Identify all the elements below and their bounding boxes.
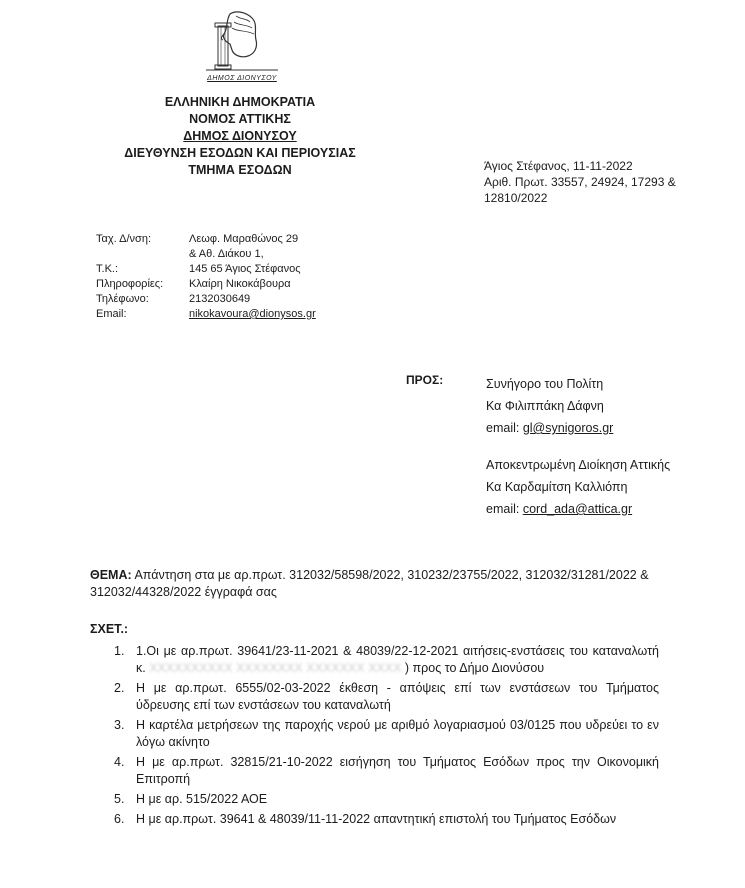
recipient-2-org: Αποκεντρωμένη Διοίκηση Αττικής [486, 458, 671, 472]
references-list [114, 643, 659, 831]
reference-number: 6. [114, 812, 125, 826]
recipient-2-email-label: email: [486, 502, 523, 516]
recipient-1-name: Κα Φιλιππάκη Δάφνη [486, 399, 604, 413]
recipient-attica [486, 454, 670, 520]
letterhead-line-department: ΤΜΗΜΑ ΕΣΟΔΩΝ [188, 163, 292, 177]
letterhead-line-directorate: ΔΙΕΥΘΥΝΣΗ ΕΣΟΔΩΝ ΚΑΙ ΠΕΡΙΟΥΣΙΑΣ [124, 146, 356, 160]
protocol-line-2: 12810/2022 [484, 191, 548, 205]
phone-value: 2132030649 [189, 293, 251, 305]
contact-email-link[interactable]: nikokavoura@dionysos.gr [189, 308, 316, 320]
reference-number: 2. [114, 681, 125, 695]
recipient-ombudsman [486, 373, 670, 439]
info-label: Πληροφορίες: [96, 278, 164, 290]
subject-text: Απάντηση στα με αρ.πρωτ. 312032/58598/2022, 310232/23755/2022, 312032/31281/2022 & 312032/44328/2022 έγγραφά σας [90, 568, 649, 599]
reference-text: Η καρτέλα μετρήσεων της παροχής νερού με αριθμό λογαριασμού 03/0125 που υδρεύει το εν λόγω ακίνητο [136, 718, 659, 749]
redacted-name: ΧΧΧΧΧΧΧΧΧΧ ΧΧΧΧΧΧΧΧ ΧΧΧΧΧΧΧ ΧΧΧΧ [149, 661, 402, 675]
recipients [486, 373, 670, 535]
recipients-label: ΠΡΟΣ: [406, 373, 444, 387]
reference-text: Η με αρ. 515/2022 ΑΟΕ [136, 792, 268, 806]
reference-number: 3. [114, 718, 125, 732]
municipality-logo [196, 6, 288, 84]
phone-label: Τηλέφωνο: [96, 293, 149, 305]
date-protocol-block [484, 158, 724, 206]
reference-item [114, 643, 659, 677]
recipient-2-name: Κα Καρδαμίτση Καλλιόπη [486, 480, 628, 494]
letterhead [100, 94, 380, 179]
reference-item [114, 717, 659, 751]
recipient-1-email-link[interactable]: gl@synigoros.gr [522, 421, 614, 435]
reference-text: Η με αρ.πρωτ. 32815/21-10-2022 εισήγηση του Τμήματος Εσόδων προς την Οικονομική Επιτροπή [136, 755, 659, 786]
reference-text-cont: ) προς το Δήμο Διονύσου [404, 661, 545, 675]
postcode-value: 145 65 Άγιος Στέφανος [189, 263, 301, 275]
reference-text: 1.Οι με αρ.πρωτ. 39641/23-11-2021 & 48039/22-12-2021 αιτήσεις-ενστάσεις του καταναλωτή κ. [136, 644, 659, 675]
protocol-line-1: Αριθ. Πρωτ. 33557, 24924, 17293 & [484, 175, 676, 189]
info-value: Κλαίρη Νικοκάβουρα [189, 278, 291, 290]
recipient-1-email-label: email: [486, 421, 523, 435]
subject-label: ΘΕΜΑ: [90, 568, 132, 582]
letterhead-line-prefecture: ΝΟΜΟΣ ΑΤΤΙΚΗΣ [189, 112, 291, 126]
letterhead-line-republic: ΕΛΛΗΝΙΚΗ ΔΗΜΟΚΡΑΤΙΑ [164, 95, 316, 109]
reference-item [114, 754, 659, 788]
logo-caption: ΔΗΜΟΣ ΔΙΟΝΥΣΟΥ [207, 75, 277, 82]
reference-number: 5. [114, 792, 125, 806]
postcode-label: Τ.Κ.: [96, 263, 119, 275]
reference-text: Η με αρ.πρωτ. 6555/02-03-2022 έκθεση - απόψεις επί των ενστάσεων του Τμήματος ύδρευσης επί των ενστάσεων του καταναλωτή [136, 681, 659, 712]
recipient-2-email-link[interactable]: cord_ada@attica.gr [522, 502, 633, 516]
reference-text: Η με αρ.πρωτ. 39641 & 48039/11-11-2022 απαντητική επιστολή του Τμήματος Εσόδων [136, 812, 617, 826]
reference-number: 4. [114, 755, 125, 769]
reference-item [114, 791, 659, 808]
email-label: Email: [96, 308, 127, 320]
recipient-1-org: Συνήγορο του Πολίτη [486, 377, 604, 391]
reference-number: 1. [114, 644, 125, 658]
address-line-1: Λεωφ. Μαραθώνος 29 [189, 233, 299, 245]
address-label: Ταχ. Δ/νση: [96, 233, 152, 245]
letterhead-line-municipality: ΔΗΜΟΣ ΔΙΟΝΥΣΟΥ [183, 129, 297, 143]
contact-info [96, 232, 316, 322]
reference-item [114, 680, 659, 714]
reference-item [114, 811, 659, 828]
date-line: Άγιος Στέφανος, 11-11-2022 [484, 159, 633, 173]
subject [90, 567, 650, 601]
references-label: ΣΧΕΤ.: [90, 622, 129, 636]
address-line-2: & Αθ. Διάκου 1, [189, 248, 264, 260]
